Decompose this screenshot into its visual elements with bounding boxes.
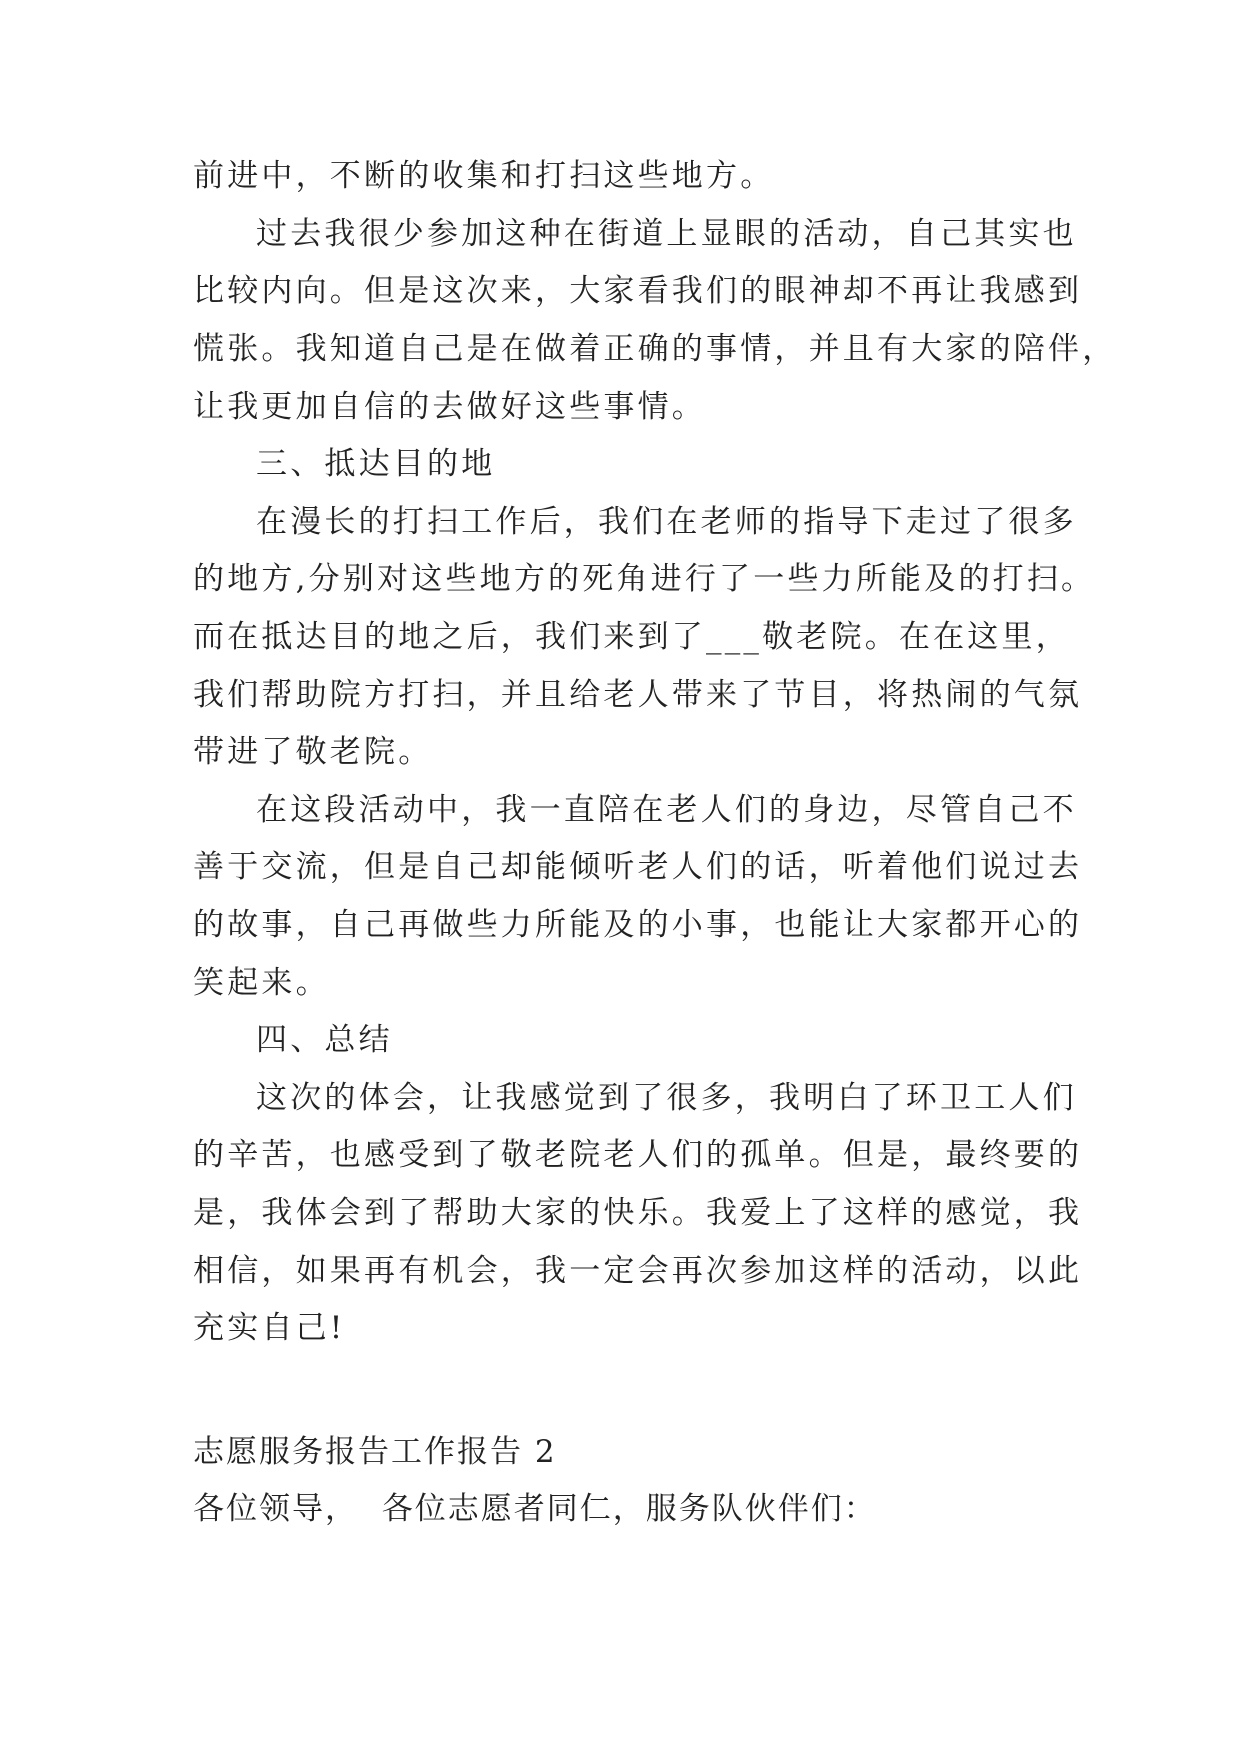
- text-line: 笑起来。: [193, 965, 330, 1001]
- text-line: 的辛苦，也感受到了敬老院老人们的孤单。但是，最终要的: [193, 1137, 1083, 1173]
- text-line: 让我更加自信的去做好这些事情。: [193, 389, 706, 425]
- text-line: 慌张。我知道自己是在做着正确的事情，并且有大家的陪伴，: [193, 331, 1117, 367]
- text-line: 比较内向。但是这次来，大家看我们的眼神却不再让我感到: [193, 273, 1083, 309]
- text-line: 而在抵达目的地之后，我们来到了___敬老院。在在这里，: [193, 619, 1070, 655]
- text-line: 充实自己!: [193, 1310, 346, 1346]
- text-line: 我们帮助院方打扫，并且给老人带来了节目，将热闹的气氛: [193, 677, 1083, 713]
- paragraph-start: 这次的体会，让我感觉到了很多，我明白了环卫工人们: [256, 1080, 1077, 1116]
- text-line: 善于交流，但是自己却能倾听老人们的话，听着他们说过去: [193, 849, 1083, 885]
- text-line: 是，我体会到了帮助大家的快乐。我爱上了这样的感觉，我: [193, 1195, 1083, 1231]
- section-heading: 四、总结: [256, 1022, 393, 1058]
- text-line: 前进中，不断的收集和打扫这些地方。: [193, 158, 775, 194]
- text-line: 相信，如果再有机会，我一定会再次参加这样的活动，以此: [193, 1253, 1083, 1289]
- paragraph-start: 过去我很少参加这种在街道上显眼的活动，自己其实也: [256, 216, 1077, 252]
- report-title: 志愿服务报告工作报告 2: [193, 1434, 557, 1470]
- section-heading: 三、抵达目的地: [256, 446, 496, 482]
- paragraph-start: 在这段活动中，我一直陪在老人们的身边，尽管自己不: [256, 792, 1077, 828]
- salutation: 各位领导， 各位志愿者同仁，服务队伙伴们：: [193, 1491, 877, 1527]
- text-line: 带进了敬老院。: [193, 734, 433, 770]
- text-line: 的故事，自己再做些力所能及的小事，也能让大家都开心的: [193, 907, 1083, 943]
- paragraph-start: 在漫长的打扫工作后，我们在老师的指导下走过了很多: [256, 504, 1077, 540]
- text-line: 的地方,分别对这些地方的死角进行了一些力所能及的打扫。: [193, 561, 1096, 597]
